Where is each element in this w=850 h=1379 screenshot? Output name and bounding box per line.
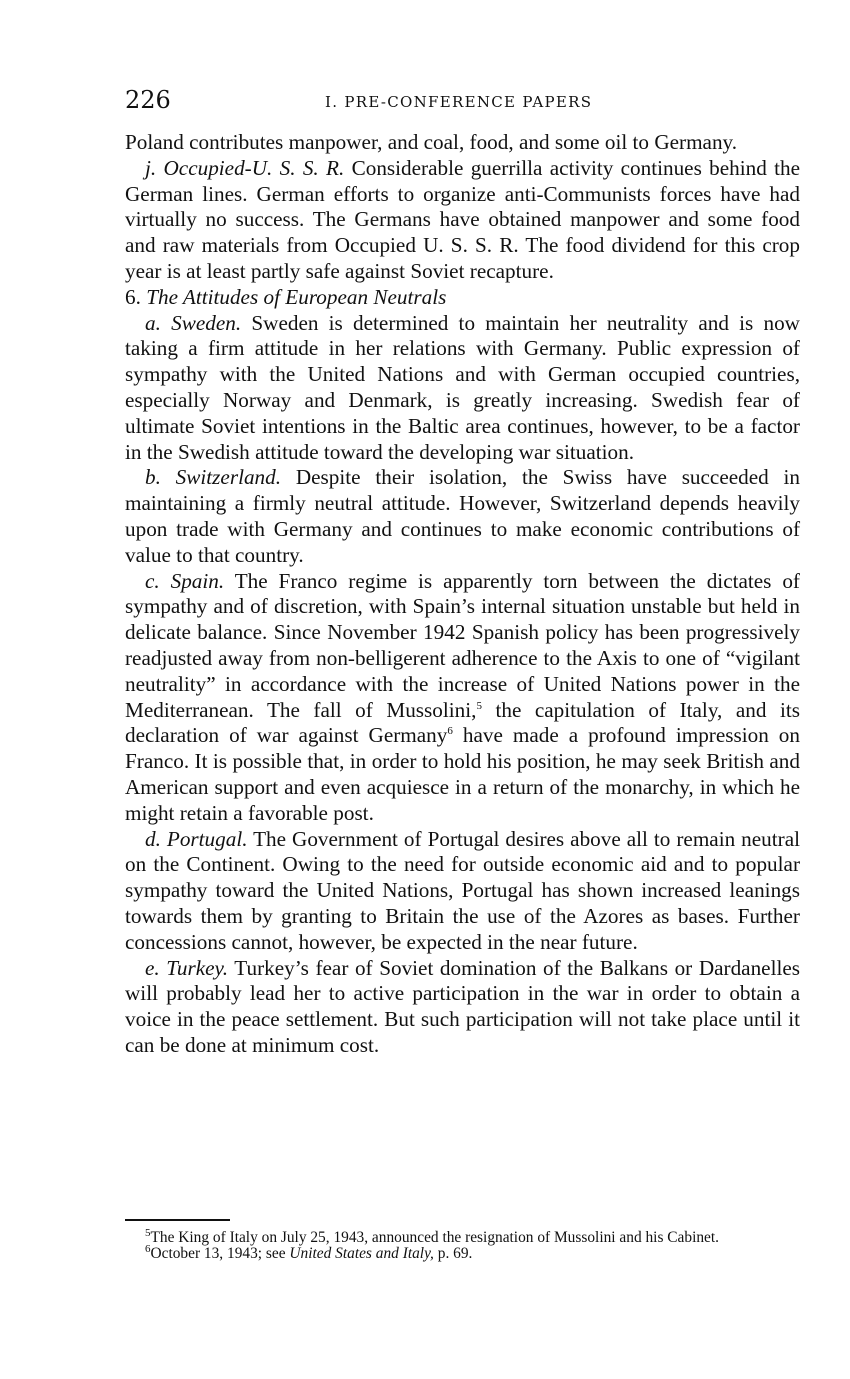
paragraph-spain bbox=[125, 569, 800, 827]
spain-text-3: have made a profound impression on Franco. It is possible that, in order to hold his position, he may seek British and American support and even acquiesce in a return of the monarchy, in which he might retain a favorable post. bbox=[125, 723, 800, 825]
page-number: 226 bbox=[125, 86, 171, 114]
paragraph-poland: Poland contributes manpower, and coal, food, and some oil to Germany. bbox=[125, 130, 738, 154]
portugal-label: d. Portugal. bbox=[145, 826, 248, 851]
spain-label: c. Spain. bbox=[145, 568, 225, 593]
body-text bbox=[125, 130, 800, 1059]
footnote-5 bbox=[125, 1226, 800, 1246]
paragraph-turkey bbox=[125, 956, 800, 1059]
running-head: I. PRE-CONFERENCE PAPERS bbox=[325, 93, 593, 111]
footnote-5-marker: 5 bbox=[145, 1226, 151, 1239]
page-header bbox=[125, 86, 800, 118]
occupied-ussr-label: j. Occupied-U. S. S. R. bbox=[145, 155, 345, 180]
section-heading bbox=[125, 285, 800, 311]
footnote-6-text-2: p. 69. bbox=[433, 1244, 473, 1262]
paragraph-occupied-ussr bbox=[125, 156, 800, 285]
spain-text-2: the capitulation of Italy, and its declaration of war against Germany bbox=[125, 697, 800, 748]
footnote-6-book-title: United States and Italy, bbox=[289, 1244, 434, 1262]
footnote-6-text-1: October 13, 1943; see bbox=[150, 1244, 290, 1262]
spain-text-1: The Franco regime is apparently torn between the dictates of sympathy and of discretion, with Spain’s internal situation unstable but held in delicate balance. Since November 1942 Spanish policy has been progressively readjusted away from non-belligerent adherence to the Axis to one of “vigilant neutrality” in accordance with the increase of United Nations power in the Mediterranean. The fall of Mussolini, bbox=[125, 568, 800, 722]
sweden-text: Sweden is determined to maintain her neutrality and is now taking a firm attitude in her relations with Germany. Public expression of sympathy with the United Nations and with German occupied countries, especially Norway and Denmark, is greatly increasing. Swedish fear of ultimate Soviet intentions in the Baltic area continues, however, to be a factor in the Swedish attitude toward the developing war situation. bbox=[125, 310, 800, 464]
footnote-6 bbox=[125, 1242, 800, 1262]
sweden-label: a. Sweden. bbox=[145, 310, 242, 335]
footnotes bbox=[125, 1226, 800, 1262]
turkey-text: Turkey’s fear of Soviet domination of the Balkans or Dardanelles will probably lead her to active participation in the war in order to obtain a voice in the peace settlement. But such participation will not take place until it can be done at minimum cost. bbox=[125, 955, 800, 1057]
portugal-text: The Government of Portugal desires above all to remain neutral on the Continent. Owing to the need for outside economic aid and to popular sympathy toward the United Nations, Portugal has shown increased leanings towards them by granting to Britain the use of the Azores as bases. Further concessions cannot, however, be expected in the near future. bbox=[125, 826, 800, 954]
footnote-rule bbox=[125, 1219, 230, 1221]
section-title: The Attitudes of European Neutrals bbox=[146, 284, 447, 309]
turkey-label: e. Turkey. bbox=[145, 955, 229, 980]
footnote-ref-5: 5 bbox=[476, 699, 482, 712]
section-number: 6. bbox=[125, 284, 141, 309]
footnote-ref-6: 6 bbox=[447, 725, 453, 738]
switzerland-label: b. Switzerland. bbox=[145, 465, 282, 490]
footnote-6-marker: 6 bbox=[145, 1242, 151, 1255]
paragraph-portugal bbox=[125, 827, 800, 956]
paragraph-switzerland bbox=[125, 465, 800, 568]
switzerland-text: Despite their isolation, the Swiss have succeeded in maintaining a firmly neutral attitude. However, Switzerland depends heavily upon trade with Germany and continues to make economic contributions of value to that country. bbox=[125, 465, 801, 567]
occupied-ussr-text: Considerable guerrilla activity continues behind the German lines. German efforts to organize anti-Communists forces have had virtually no success. The Germans have obtained manpower and some food and raw materials from Occupied U. S. S. R. The food dividend for this crop year is at least partly safe against Soviet recapture. bbox=[125, 155, 800, 283]
footnote-5-text: The King of Italy on July 25, 1943, announced the resignation of Mussolini and his Cabinet. bbox=[150, 1229, 720, 1246]
paragraph-sweden bbox=[125, 311, 800, 466]
